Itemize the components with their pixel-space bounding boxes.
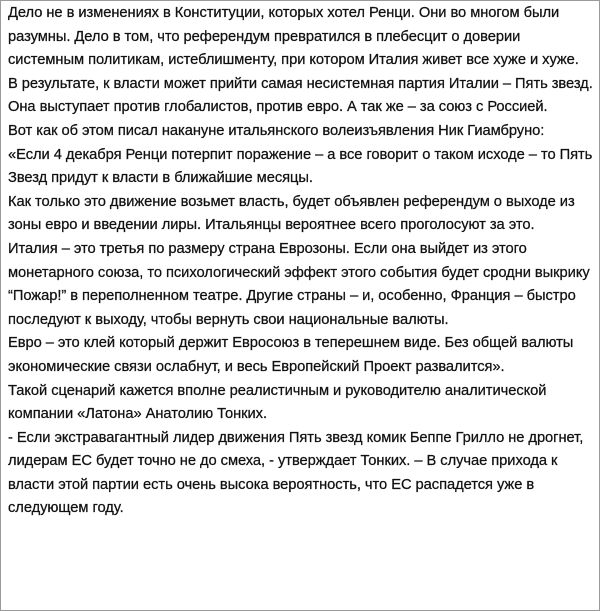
- paragraph-7: Евро – это клей который держит Евросоюз в теперешнем виде. Без общей валюты экономические связи ослабнут, и весь Европейский Проект развалится».: [8, 335, 574, 375]
- paragraph-1: Дело не в изменениях в Конституции, которых хотел Ренци. Они во многом были разумны. Дело в том, что референдум превратился в плебесцит о доверии системным политикам, истеблишменту, при котором Италия живет все хуже и хуже.: [8, 5, 579, 69]
- paragraph-6: Италия – это третья по размеру страна Еврозоны. Если она выйдет из этого монетарного союза, то психологический эффект этого события будет сродни выкрику “Пожар!” в переполненном театре. Другие страны – и, особенно, Франция – быстро последуют к выходу, чтобы вернуть свои национальные валюты.: [8, 240, 590, 328]
- paragraph-9: - Если экстравагантный лидер движения Пять звезд комик Беппе Грилло не дрогнет, лидерам ЕС будет точно не до смеха, - утверждает Тонких. – В случае прихода к власти этой партии есть очень высока вероятность, что ЕС распадется уже в следующем году.: [8, 429, 584, 517]
- paragraph-8: Такой сценарий кажется вполне реалистичным и руководителю аналитической компании «Латона» Анатолию Тонких.: [8, 382, 547, 423]
- paragraph-3: Вот как об этом писал накануне итальянского волеизъявления Ник Гиамбруно:: [8, 122, 545, 139]
- paragraph-2: В результате, к власти может прийти самая несистемная партия Италии – Пять звезд. Она выступает против глобалистов, против евро. А так же – за союз с Россией.: [8, 75, 593, 116]
- article-body: [8, 2, 598, 521]
- paragraph-5: Как только это движение возьмет власть, будет объявлен референдум о выходе из зоны евро и введении лиры. Итальянцы вероятнее всего проголосуют за это.: [8, 193, 575, 234]
- paragraph-4: «Если 4 декабря Ренци потерпит поражение – а все говорит о таком исходе – то Пять Звезд придут к власти в ближайшие месяцы.: [8, 146, 593, 187]
